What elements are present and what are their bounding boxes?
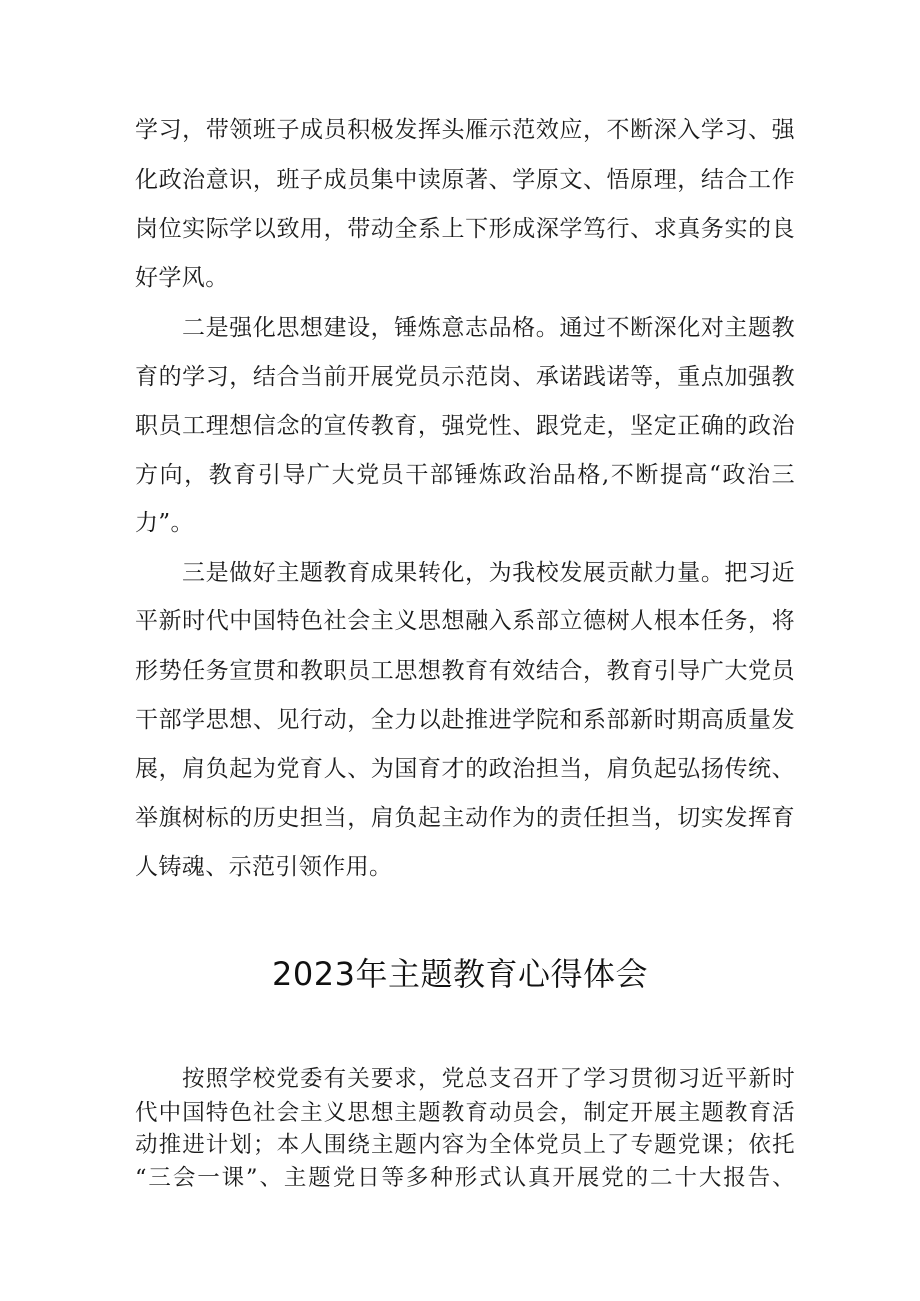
paragraph-line: 举旗树标的历史担当，肩负起主动作为的责任担当，切实发挥育 — [135, 805, 795, 831]
paragraph-line: 方向，教育引导广大党员干部锤炼政治品格,不断提高“政治三 — [135, 462, 795, 488]
paragraph-line: 三是做好主题教育成果转化，为我校发展贡献力量。把习近 — [182, 560, 795, 586]
paragraph-line: 代中国特色社会主义思想主题教育动员会，制定开展主题教育活 — [135, 1100, 795, 1126]
paragraph-line: 干部学思想、见行动，全力以赴推进学院和系部新时期高质量发 — [135, 707, 795, 733]
paragraph-line: 人铸魂、示范引领作用。 — [135, 854, 393, 880]
paragraph-line: 职员工理想信念的宣传教育，强党性、跟党走，坚定正确的政治 — [135, 413, 795, 439]
paragraph-line: 二是强化思想建设，锤炼意志品格。通过不断深化对主题教 — [182, 315, 795, 341]
paragraph-line: 展，肩负起为党育人、为国育才的政治担当，肩负起弘扬传统、 — [135, 756, 795, 782]
paragraph-line: 育的学习，结合当前开展党员示范岗、承诺践诺等，重点加强教 — [135, 364, 795, 390]
paragraph-line: 学习，带领班子成员积极发挥头雁示范效应，不断深入学习、强 — [135, 117, 795, 143]
paragraph-line: 好学风。 — [135, 265, 229, 291]
paragraph-line: 形势任务宣贯和教职员工思想教育有效结合，教育引导广大党员 — [135, 658, 795, 684]
paragraph-line: “三会一课”、主题党日等多种形式认真开展党的二十大报告、 — [135, 1165, 795, 1191]
document-title: 2023年主题教育心得体会 — [272, 955, 648, 993]
paragraph-line: 按照学校党委有关要求，党总支召开了学习贯彻习近平新时 — [182, 1066, 795, 1092]
paragraph-line: 动推进计划；本人围绕主题内容为全体党员上了专题党课；依托 — [135, 1132, 795, 1158]
paragraph-line: 化政治意识，班子成员集中读原著、学原文、悟原理，结合工作 — [135, 167, 795, 193]
paragraph-line: 力”。 — [135, 510, 194, 536]
paragraph-line: 平新时代中国特色社会主义思想融入系部立德树人根本任务，将 — [135, 608, 795, 634]
paragraph-line: 岗位实际学以致用，带动全系上下形成深学笃行、求真务实的良 — [135, 216, 795, 242]
